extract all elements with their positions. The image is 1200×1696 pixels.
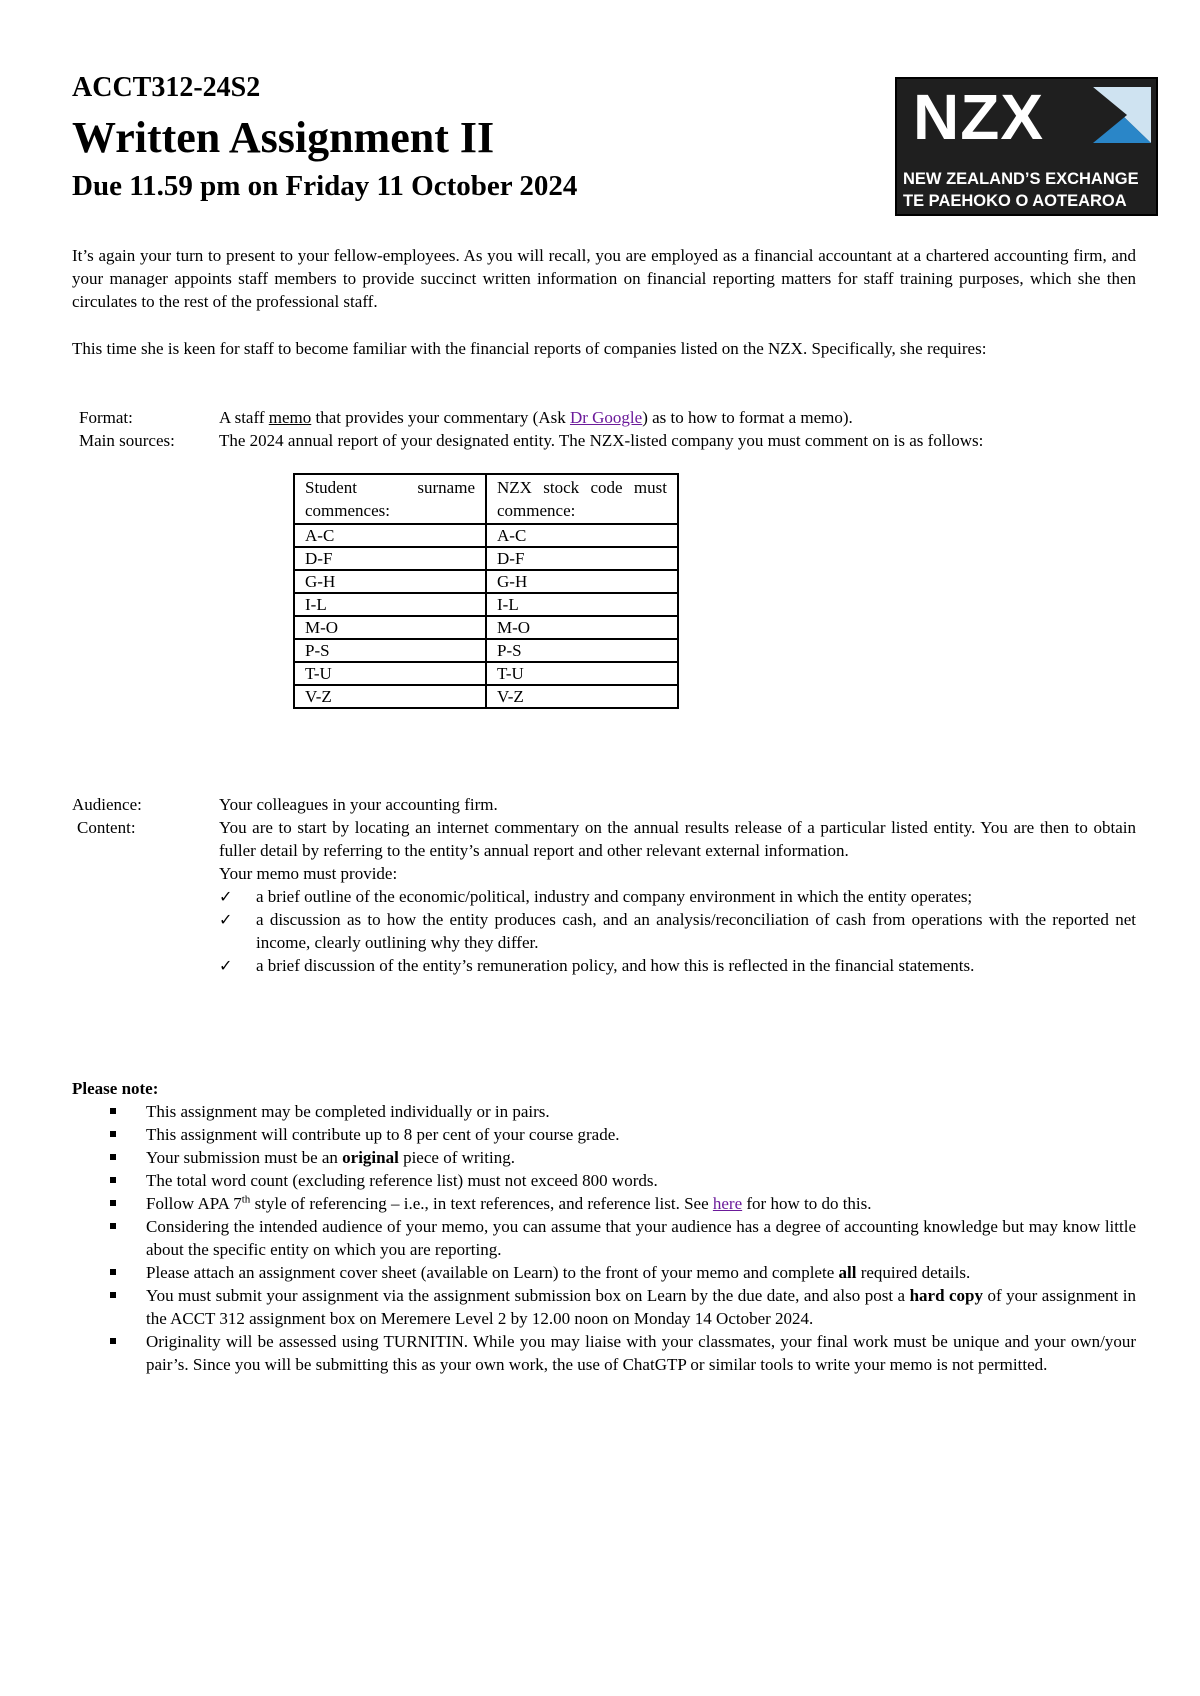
main-sources-text: The 2024 annual report of your designated entity. The NZX-listed company you must comment on is as follows: bbox=[219, 431, 984, 450]
note-text: style of referencing – i.e., in text references, and reference list. See bbox=[250, 1194, 713, 1213]
note-text: Considering the intended audience of your memo, you can assume that your audience has a degree of accounting knowledge but may know little about the specific entity on which you are reporting. bbox=[146, 1217, 1136, 1259]
header-word: surname bbox=[417, 478, 475, 497]
nzx-logo-line1: NEW ZEALAND’S EXCHANGE bbox=[903, 170, 1139, 188]
please-note-heading: Please note: bbox=[72, 1079, 159, 1098]
format-text-part: ) as to how to format a memo). bbox=[642, 408, 853, 427]
checkmark-icon: ✓ bbox=[219, 910, 233, 929]
list-item bbox=[72, 1123, 1136, 1146]
note-text: This assignment may be completed individually or in pairs. bbox=[146, 1102, 550, 1121]
audience-label: Audience: bbox=[72, 795, 142, 814]
code-cell: M-O bbox=[486, 616, 678, 639]
square-bullet-icon bbox=[110, 1154, 116, 1160]
surname-cell: P-S bbox=[294, 639, 486, 662]
square-bullet-icon bbox=[110, 1338, 116, 1344]
list-item bbox=[72, 1330, 1136, 1376]
intro-paragraph-1: It’s again your turn to present to your fellow-employees. As you will recall, you are employed as a financial accountant at a chartered accounting firm, and your manager appoints staff members to provide succinct written information on financial reporting matters for staff training purposes, which she then circulates to the rest of the professional staff. bbox=[72, 246, 1136, 311]
note-text: of your assignment in the ACCT 312 assignment box on Meremere Level 2 by 12.00 noon on Monday 14 October 2024. bbox=[146, 1286, 1136, 1328]
list-item-text: a brief discussion of the entity’s remuneration policy, and how this is reflected in the financial statements. bbox=[256, 956, 975, 975]
surname-cell: D-F bbox=[294, 547, 486, 570]
due-date: Due 11.59 pm on Friday 11 October 2024 bbox=[72, 170, 578, 202]
surname-cell: A-C bbox=[294, 524, 486, 547]
format-text-part: A staff bbox=[219, 408, 269, 427]
surname-cell: G-H bbox=[294, 570, 486, 593]
format-text-part: that provides your commentary (Ask bbox=[311, 408, 570, 427]
table-row bbox=[294, 685, 678, 708]
list-item bbox=[219, 885, 1136, 908]
list-item bbox=[72, 1261, 1136, 1284]
format-label: Format: bbox=[79, 408, 133, 427]
table-header-row bbox=[294, 474, 678, 524]
note-text: required details. bbox=[856, 1263, 971, 1282]
memo-word: memo bbox=[268, 408, 312, 427]
allocation-table bbox=[293, 473, 679, 709]
page-title: Written Assignment II bbox=[72, 113, 495, 162]
square-bullet-icon bbox=[110, 1131, 116, 1137]
table-row bbox=[294, 570, 678, 593]
square-bullet-icon bbox=[110, 1223, 116, 1229]
format-text bbox=[219, 406, 853, 429]
code-cell: D-F bbox=[486, 547, 678, 570]
content-intro: You are to start by locating an internet commentary on the annual results release of a particular listed entity. You are then to obtain fuller detail by referring to the entity’s annual report and other relevant external information. bbox=[219, 818, 1136, 860]
table-header-surname bbox=[294, 474, 486, 524]
surname-cell: V-Z bbox=[294, 685, 486, 708]
list-item bbox=[72, 1192, 1136, 1215]
square-bullet-icon bbox=[110, 1177, 116, 1183]
code-cell: I-L bbox=[486, 593, 678, 616]
square-bullet-icon bbox=[110, 1108, 116, 1114]
list-item bbox=[219, 954, 1136, 977]
list-item bbox=[72, 1215, 1136, 1261]
notes-list bbox=[72, 1100, 1136, 1376]
memo-requirements-intro: Your memo must provide: bbox=[219, 864, 398, 883]
nzx-logo-mark: NZX bbox=[913, 81, 1044, 153]
surname-cell: I-L bbox=[294, 593, 486, 616]
note-text: for how to do this. bbox=[742, 1194, 872, 1213]
code-cell: V-Z bbox=[486, 685, 678, 708]
table-row bbox=[294, 593, 678, 616]
checkmark-icon: ✓ bbox=[219, 887, 233, 906]
list-item bbox=[72, 1146, 1136, 1169]
list-item-text: a discussion as to how the entity produces cash, and an analysis/reconciliation of cash from operations with the reported net income, clearly outlining why they differ. bbox=[256, 910, 1136, 952]
code-cell: T-U bbox=[486, 662, 678, 685]
code-cell: P-S bbox=[486, 639, 678, 662]
nzx-logo-line2: TE PAEHOKO O AOTEAROA bbox=[903, 192, 1127, 210]
note-text: Your submission must be an bbox=[146, 1148, 343, 1167]
note-text: Originality will be assessed using TURNITIN. While you may liaise with your classmates, your final work must be unique and your own/your pair’s. Since you will be submitting this as your own work, the use of ChatGTP or similar tools to write your memo is not permitted. bbox=[146, 1332, 1136, 1374]
code-cell: A-C bbox=[486, 524, 678, 547]
list-item bbox=[72, 1284, 1136, 1330]
note-text: Please attach an assignment cover sheet (available on Learn) to the front of your memo and complete bbox=[146, 1263, 839, 1282]
table-header-code: NZX stock code must commence: bbox=[486, 474, 678, 524]
audience-text: Your colleagues in your accounting firm. bbox=[219, 795, 498, 814]
code-cell: G-H bbox=[486, 570, 678, 593]
note-emphasis: all bbox=[838, 1263, 857, 1282]
content-text bbox=[219, 816, 1136, 977]
list-item bbox=[219, 908, 1136, 954]
dr-google-link[interactable]: Dr Google bbox=[569, 408, 643, 427]
note-text: This assignment will contribute up to 8 per cent of your course grade. bbox=[146, 1125, 620, 1144]
note-text: piece of writing. bbox=[398, 1148, 515, 1167]
course-code: ACCT312-24S2 bbox=[72, 72, 261, 103]
surname-cell: M-O bbox=[294, 616, 486, 639]
list-item bbox=[72, 1100, 1136, 1123]
list-item bbox=[72, 1169, 1136, 1192]
note-superscript: th bbox=[241, 1193, 251, 1206]
header-word: commences: bbox=[305, 501, 390, 520]
note-text: The total word count (excluding reference list) must not exceed 800 words. bbox=[146, 1171, 658, 1190]
intro-paragraph-2: This time she is keen for staff to become familiar with the financial reports of companies listed on the NZX. Specifically, she requires: bbox=[72, 339, 987, 358]
nzx-logo bbox=[895, 77, 1158, 216]
square-bullet-icon bbox=[110, 1292, 116, 1298]
table-row bbox=[294, 524, 678, 547]
note-text: You must submit your assignment via the assignment submission box on Learn by the due date, and also post a bbox=[146, 1286, 910, 1305]
table-row bbox=[294, 616, 678, 639]
memo-requirements-list bbox=[219, 885, 1136, 977]
table-row bbox=[294, 639, 678, 662]
square-bullet-icon bbox=[110, 1200, 116, 1206]
main-sources-label: Main sources: bbox=[79, 431, 175, 450]
content-label: Content: bbox=[77, 818, 136, 837]
square-bullet-icon bbox=[110, 1269, 116, 1275]
note-emphasis: original bbox=[342, 1148, 399, 1167]
list-item-text: a brief outline of the economic/political, industry and company environment in which the entity operates; bbox=[256, 887, 973, 906]
checkmark-icon: ✓ bbox=[219, 956, 233, 975]
table-row bbox=[294, 547, 678, 570]
table-row bbox=[294, 662, 678, 685]
header-word: Student bbox=[305, 478, 357, 497]
surname-cell: T-U bbox=[294, 662, 486, 685]
note-text: Follow APA 7 bbox=[146, 1194, 242, 1213]
apa-referencing-link[interactable]: here bbox=[712, 1194, 743, 1213]
note-emphasis: hard copy bbox=[909, 1286, 984, 1305]
